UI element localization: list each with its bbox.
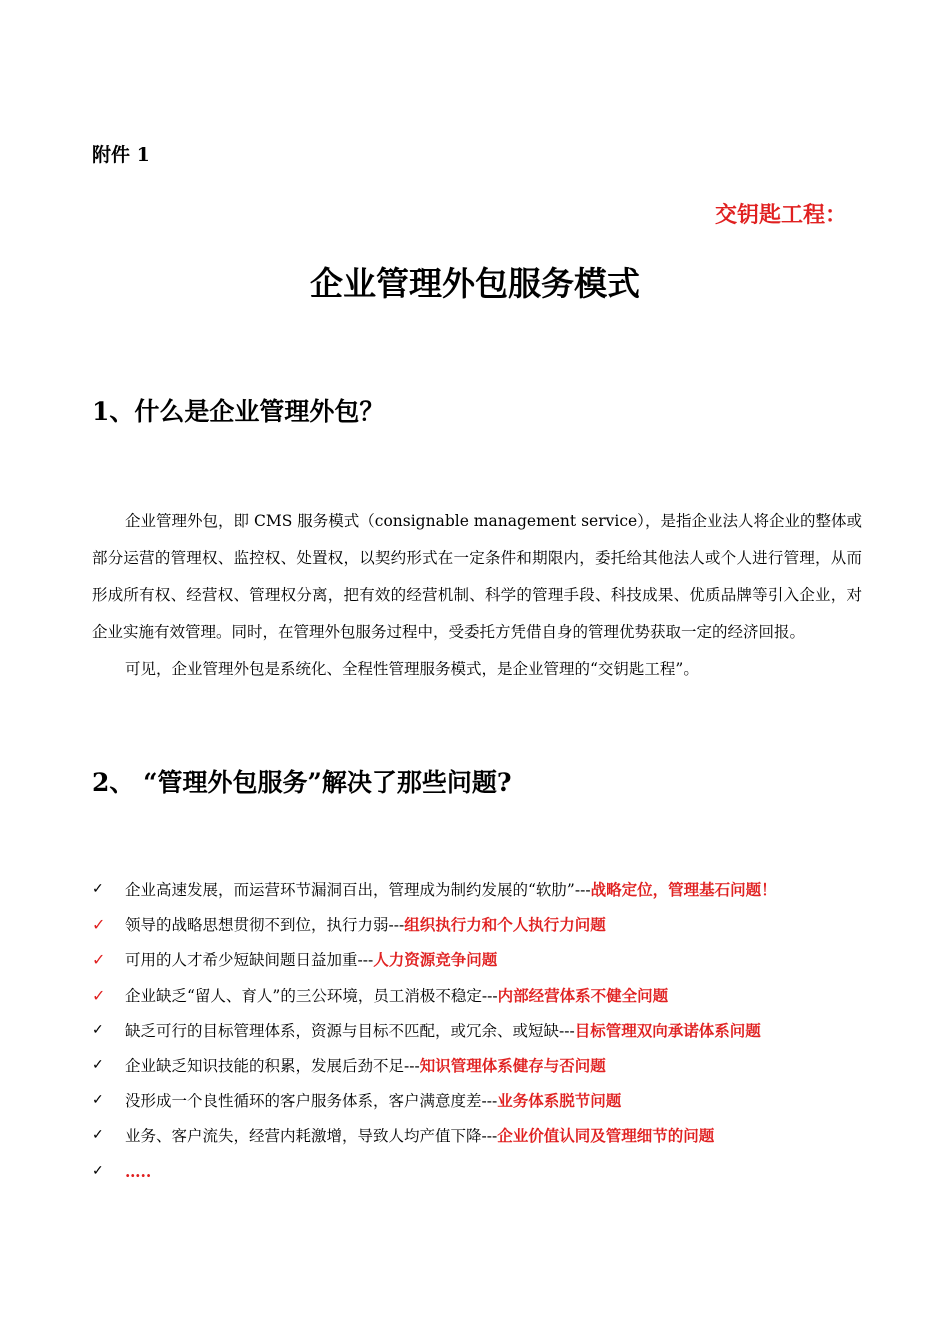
item-text: 领导的战略思想贯彻不到位，执行力弱--- bbox=[125, 916, 405, 935]
list-item bbox=[92, 872, 882, 907]
item-text: 企业缺乏“留人、育人”的三公环境，员工消极不稳定--- bbox=[125, 986, 498, 1005]
list-item bbox=[92, 942, 882, 977]
item-highlight: 组织执行力和个人执行力问题 bbox=[404, 915, 606, 935]
problem-list bbox=[92, 872, 882, 1189]
item-text: 企业缺乏知识技能的积累，发展后劲不足--- bbox=[125, 1056, 420, 1075]
item-highlight: ….. bbox=[125, 1161, 152, 1181]
item-highlight: 内部经营体系不健全问题 bbox=[497, 985, 669, 1005]
item-highlight: 目标管理双向承诺体系问题 bbox=[574, 1020, 761, 1040]
list-item bbox=[92, 907, 882, 942]
check-icon: ✓ bbox=[92, 1092, 104, 1109]
paragraph: 可见，企业管理外包是系统化、全程性管理服务模式，是企业管理的“交钥匙工程”。 bbox=[125, 660, 699, 678]
list-item bbox=[92, 1048, 882, 1083]
paragraph: 企业管理外包，即 CMS 服务模式（consignable management service），是指企业法人将企业的整体或部分运营的管理权、监控权、处置权，以契约形式在一定条件和期限内，委托给其他法人或个人进行管理，从而形成所有权、经营权、管理权分离，把有效的经营机制、科学的管理手段、科技成果、优质品牌等引入企业，对企业实施有效管理。同时，在管理外包服务过程中，受委托方凭借自身的管理优势获取一定的经济回报。 bbox=[92, 512, 862, 641]
item-highlight: 业务体系脱节问题 bbox=[497, 1091, 622, 1111]
item-text: 没形成一个良性循环的客户服务体系，客户满意度差--- bbox=[125, 1092, 498, 1111]
check-icon: ✓ bbox=[92, 950, 106, 970]
check-icon: ✓ bbox=[92, 881, 104, 897]
item-highlight: 企业价值认同及管理细节的问题 bbox=[497, 1126, 715, 1146]
check-icon: ✓ bbox=[92, 1127, 104, 1144]
item-highlight: 战略定位，管理基石问题！ bbox=[590, 880, 777, 899]
list-item bbox=[92, 1013, 882, 1048]
check-icon: ✓ bbox=[92, 1021, 104, 1038]
subtitle: 交钥匙工程： bbox=[714, 202, 847, 228]
list-item bbox=[92, 978, 882, 1013]
item-text: 业务、客户流失，经营内耗激增，导致人均产值下降--- bbox=[125, 1127, 498, 1146]
item-highlight: 人力资源竞争问题 bbox=[373, 950, 498, 970]
section2-heading: 2、 “管理外包服务”解决了那些问题? bbox=[92, 768, 512, 797]
page-title: 企业管理外包服务模式 bbox=[310, 264, 640, 303]
check-icon: ✓ bbox=[92, 1056, 104, 1073]
section1-body bbox=[92, 503, 862, 688]
item-highlight: 知识管理体系健存与否问题 bbox=[419, 1055, 606, 1075]
section1-heading: 1、什么是企业管理外包？ bbox=[92, 397, 385, 426]
check-icon: ✓ bbox=[92, 1162, 104, 1179]
annex-label: 附件 1 bbox=[92, 144, 150, 166]
list-item bbox=[92, 1118, 882, 1153]
check-icon: ✓ bbox=[92, 985, 106, 1005]
list-item bbox=[92, 1083, 882, 1118]
item-text: 缺乏可行的目标管理体系，资源与目标不匹配，或冗余、或短缺--- bbox=[125, 1021, 575, 1040]
item-text: 企业高速发展，而运营环节漏洞百出，管理成为制约发展的“软肋”--- bbox=[125, 881, 591, 899]
list-item bbox=[92, 1154, 882, 1189]
item-text: 可用的人才希少短缺间题日益加重--- bbox=[125, 951, 374, 970]
check-icon: ✓ bbox=[92, 915, 106, 935]
